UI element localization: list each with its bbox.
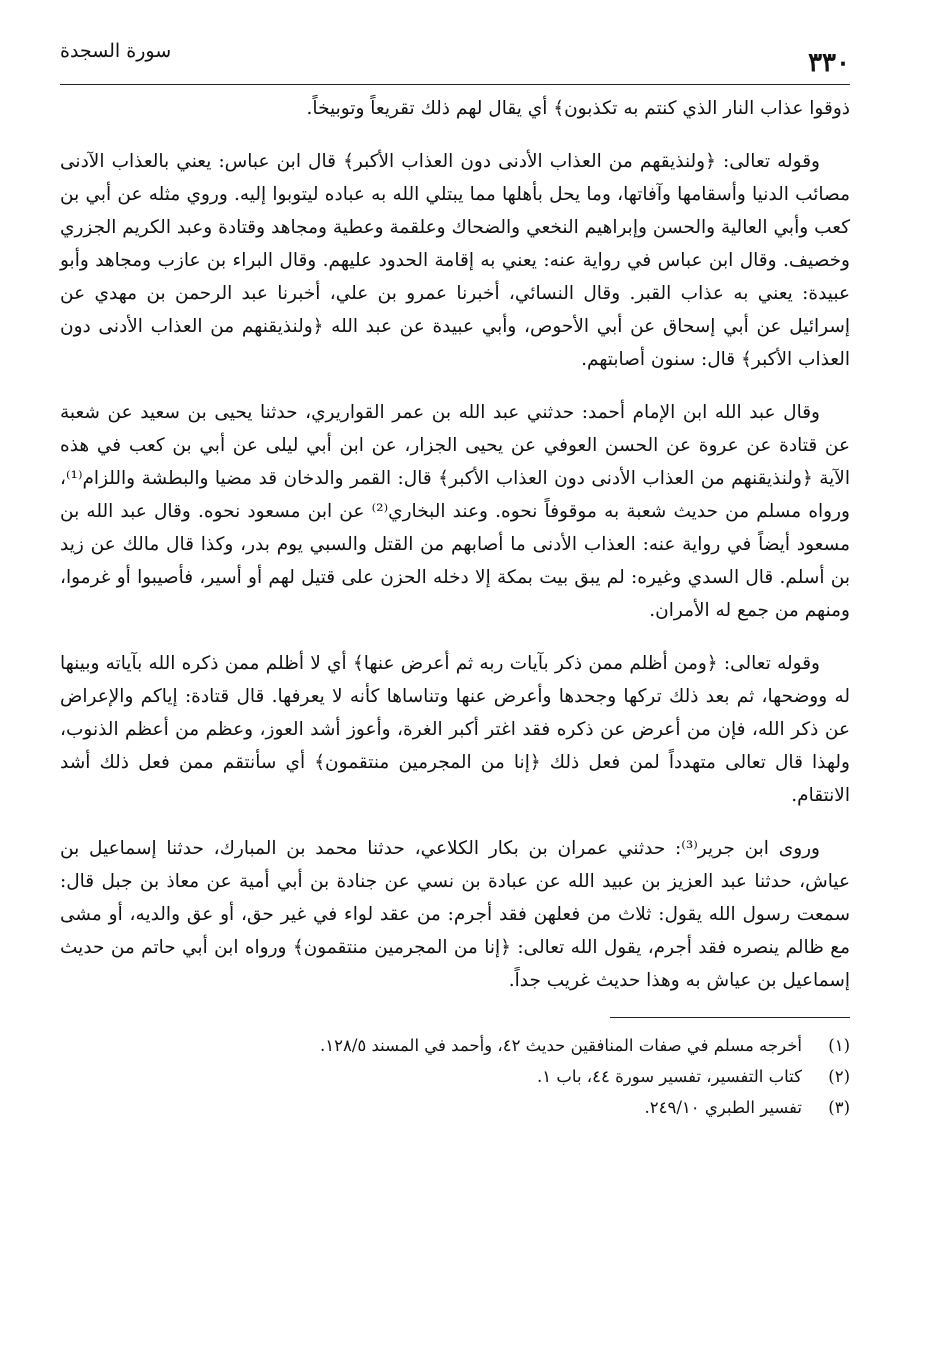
paragraph: وقال عبد الله ابن الإمام أحمد: حدثني عبد الله بن عمر القواريري، حدثنا يحيى بن سعيد عن شعبة عن قتادة عن عروة عن الحسن العوفي عن يحيى الجزار، عن ابن أبي ليلى عن أبي بن كعب في هذه الآية ﴿ولنذيقنهم من العذاب الأدنى دون العذاب الأكبر﴾ قال: القمر والدخان قد مضيا والبطشة واللزام⁽¹⁾، ورواه مسلم من حديث شعبة به موقوفاً نحوه. وعند البخاري⁽²⁾ عن ابن مسعود نحوه. وقال عبد الله بن مسعود أيضاً في رواية عنه: العذاب الأدنى ما أصابهم من القتل والسبي يوم بدر، وكذا قال مالك عن زيد بن أسلم. قال السدي وغيره: لم يبق بيت بمكة إلا دخله الحزن على قتيل لهم أو أسير، فأصيبوا أو غرموا، ومنهم من جمع له الأمران.	[60, 402, 850, 621]
footnote	[60, 1092, 850, 1123]
footnote-divider	[610, 1017, 850, 1018]
paragraph: وروى ابن جرير⁽³⁾: حدثني عمران بن بكار الكلاعي، حدثنا محمد بن المبارك، حدثنا إسماعيل بن عياش، حدثنا عبد العزيز بن عبيد الله عن عبادة بن نسي عن جنادة بن أبي أمية عن معاذ بن جبل قال: سمعت رسول الله يقول: ثلاث من فعلهن فقد أجرم: من عقد لواء في غير حق، أو عق والديه، أو مشى مع ظالم ينصره فقد أجرم، يقول الله تعالى: ﴿إنا من المجرمين منتقمون﴾ ورواه ابن أبي حاتم من حديث إسماعيل بن عياش به وهذا حديث غريب جداً.	[60, 838, 850, 991]
footnote	[60, 1030, 850, 1061]
paragraph: وقوله تعالى: ﴿ولنذيقهم من العذاب الأدنى دون العذاب الأكبر﴾ قال ابن عباس: يعني بالعذاب الآدنى مصائب الدنيا وأسقامها وآفاتها، وما يحل بأهلها مما يبتلي الله به عباده ليتوبوا إليه. وروي مثله عن أبي بن كعب وأبي العالية والحسن وإبراهيم النخعي والضحاك وعلقمة وعطية ومجاهد وقتادة وعبد الكريم الجزري وخصيف. وقال ابن عباس في رواية عنه: يعني به إقامة الحدود عليهم. وقال البراء بن عازب ومجاهد وأبو عبيدة: يعني به عذاب القبر. وقال النسائي، أخبرنا عمرو بن علي، أخبرنا عبد الرحمن بن مهدي عن إسرائيل عن أبي إسحاق عن أبي الأحوص، وأبي عبيدة عن عبد الله ﴿ولنذيقنهم من العذاب الأدنى دون العذاب الأكبر﴾ قال: سنون أصابتهم.	[60, 151, 850, 370]
footnote-number: (١)	[828, 1036, 850, 1055]
paragraph: ذوقوا عذاب النار الذي كنتم به تكذبون﴾ أي يقال لهم ذلك تقريعاً وتوبيخاً.	[306, 98, 850, 119]
header-divider	[60, 84, 850, 85]
footnote-text: تفسير الطبري ٢٤٩/١٠.	[644, 1098, 802, 1117]
paragraph: وقوله تعالى: ﴿ومن أظلم ممن ذكر بآيات ربه ثم أعرض عنها﴾ أي لا أظلم ممن ذكره الله بآياته وبينها له ووضحها، ثم بعد ذلك تركها وجحدها وأعرض عنها وتناساها كأنه لا يعرفها. قال قتادة: إياكم والإعراض عن ذكر الله، فإن من أعرض عن ذكره فقد اغتر أكبر الغرة، وأعوز أشد العوز، وعظم من أعظم الذنوب، ولهذا قال تعالى متهدداً لمن فعل ذلك ﴿إنا من المجرمين منتقمون﴾ أي سأنتقم ممن فعل ذلك أشد الانتقام.	[60, 653, 850, 806]
footnote	[60, 1061, 850, 1092]
footnote-number: (٢)	[828, 1067, 850, 1086]
running-title: سورة السجدة	[60, 40, 172, 62]
footnote-text: أخرجه مسلم في صفات المنافقين حديث ٤٢، وأحمد في المسند ١٢٨/٥.	[320, 1036, 802, 1055]
page-header	[60, 40, 850, 92]
footnote-text: كتاب التفسير، تفسير سورة ٤٤، باب ١.	[537, 1067, 802, 1086]
footnote-number: (٣)	[828, 1098, 850, 1117]
book-page	[60, 40, 850, 1340]
page-number: ٣٣٠	[808, 48, 850, 78]
